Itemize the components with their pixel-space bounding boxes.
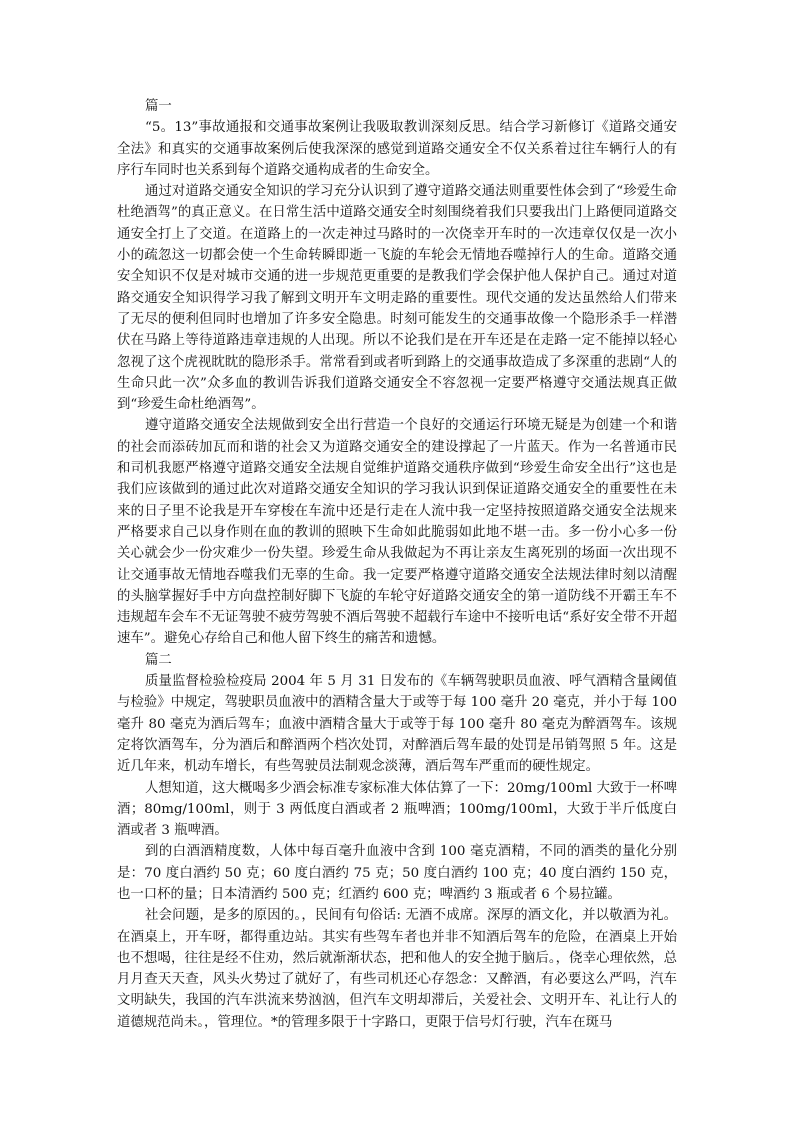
document-body [117,96,677,1033]
paragraph: 到的白酒酒精度数，人体中每百毫升血液中含到 100 毫克酒精，不同的酒类的量化分别是：70 度白酒约 50 克；60 度白酒约 75 克；50 度白酒约 100 克；40 度白酒约 150 克，也一口杯的量；日本清酒约 500 克；红酒约 600 克；啤酒约 3 瓶或者 6 个易拉罐。 [117,844,677,902]
paragraph: 质量监督检验检疫局 2004 年 5 月 31 日发布的《车辆驾驶职员血液、呼气酒精含量阈值与检验》中规定，驾驶职员血液中的酒精含量大于或等于每 100 毫升 20 毫克，并小于每 100 毫升 80 毫克为酒后驾车；血液中酒精含量大于或等于每 100 毫升 80 毫克为醉酒驾车。该规定将饮酒驾车，分为酒后和醉酒两个档次处罚，对醉酒后驾车最的处罚是吊销驾照 5 年。这是近几年来，机动车增长，有些驾驶员法制观念淡薄，酒后驾车严重而的硬性规定。 [117,674,677,775]
paragraph: 社会问题，是多的原因的。，民间有句俗话: 无酒不成席。深厚的酒文化，并以敬酒为礼。在酒桌上，开车呀，都得重边站。其实有些驾车者也并非不知酒后驾车的危险，在酒桌上开始也不想喝，往往是经不住劝，然后就渐渐状态，把和他人的安全抛于脑后。，侥幸心理依然，总月月查天天查，风头火势过了就好了，有些司机还心存怨念：又醉酒，有必要这么严吗，汽车文明缺失，我国的汽车洪流来势汹汹，但汽车文明却滞后，关爱社会、文明开车、礼让行人的道德规范尚未。，管理位。*的管理多限于十字路口，更限于信号灯行驶，汽车在斑马 [117,908,677,1030]
paragraph: “5。13”事故通报和交通事故案例让我吸取教训深刻反思。结合学习新修订《道路交通安全法》和真实的交通事故案例后使我深深的感觉到道路交通安全不仅关系着过往车辆行人的有序行车同时也关系到每个道路交通构成者的生命安全。 [117,120,677,178]
section-heading-1: 篇一 [145,99,172,114]
paragraph: 通过对道路交通安全知识的学习充分认识到了遵守道路交通法则重要性体会到了“珍爱生命杜绝酒驾”的真正意义。在日常生活中道路交通安全时刻围绕着我们只要我出门上路便同道路交通安全打上了交道。在道路上的一次走神过马路时的一次侥幸开车时的一次违章仅仅是一次小小的疏忽这一切都会使一个生命转瞬即逝一飞旋的车轮会无情地吞噬掉行人的生命。道路交通安全知识不仅是对城市交通的进一步规范更重要的是教我们学会保护他人保护自己。通过对道路交通安全知识得学习我了解到文明开车文明走路的重要性。现代交通的发达虽然给人们带来了无尽的便利但同时也增加了许多安全隐患。时刻可能发生的交通事故像一个隐形杀手一样潜伏在马路上等待道路违章违规的人出现。所以不论我们是在开车还是在走路一定不能掉以轻心忽视了这个虎视眈眈的隐形杀手。常常看到或者听到路上的交通事故造成了多深重的悲剧“人的生命只此一次”众多血的教训告诉我们道路交通安全不容忽视一定要严格遵守交通法规真正做到“珍爱生命杜绝酒驾”。 [117,184,677,413]
paragraph: 遵守道路交通安全法规做到安全出行营造一个良好的交通运行环境无疑是为创建一个和谐的社会而添砖加瓦而和谐的社会又为道路交通安全的建设撑起了一片蓝天。作为一名普通市民和司机我愿严格遵守道路交通安全法规自觉维护道路交通秩序做到“珍爱生命安全出行”这也是我们应该做到的通过此次对道路交通安全知识的学习我认识到保证道路交通安全的重要性在未来的日子里不论我是开车穿梭在车流中还是行走在人流中我一定坚持按照道路交通安全法规来严格要求自己以身作则在血的教训的照映下生命如此脆弱如此地不堪一击。多一份小心多一份关心就会少一份灾难少一份失望。珍爱生命从我做起为不再让亲友生离死别的场面一次出现不让交通事故无情地吞噬我们无辜的生命。我一定要严格遵守道路交通安全法规法律时刻以清醒的头脑掌握好手中方向盘控制好脚下飞旋的车轮守好道路交通安全的第一道防线不开霸王车不违规超车会车不无证驾驶不疲劳驾驶不酒后驾驶不超载行车途中不接听电话“系好安全带不开超速车”。避免心存给自己和他人留下终生的痛苦和遗憾。 [117,418,677,647]
section-heading-2: 篇二 [145,652,172,668]
paragraph: 人想知道，这大概喝多少酒会标准专家标准大体估算了一下：20mg/100ml 大致于一杯啤酒；80mg/100ml，则于 3 两低度白酒或者 2 瓶啤酒；100mg/100ml，大致于半斤低度白酒或者 3 瓶啤酒。 [117,780,677,839]
